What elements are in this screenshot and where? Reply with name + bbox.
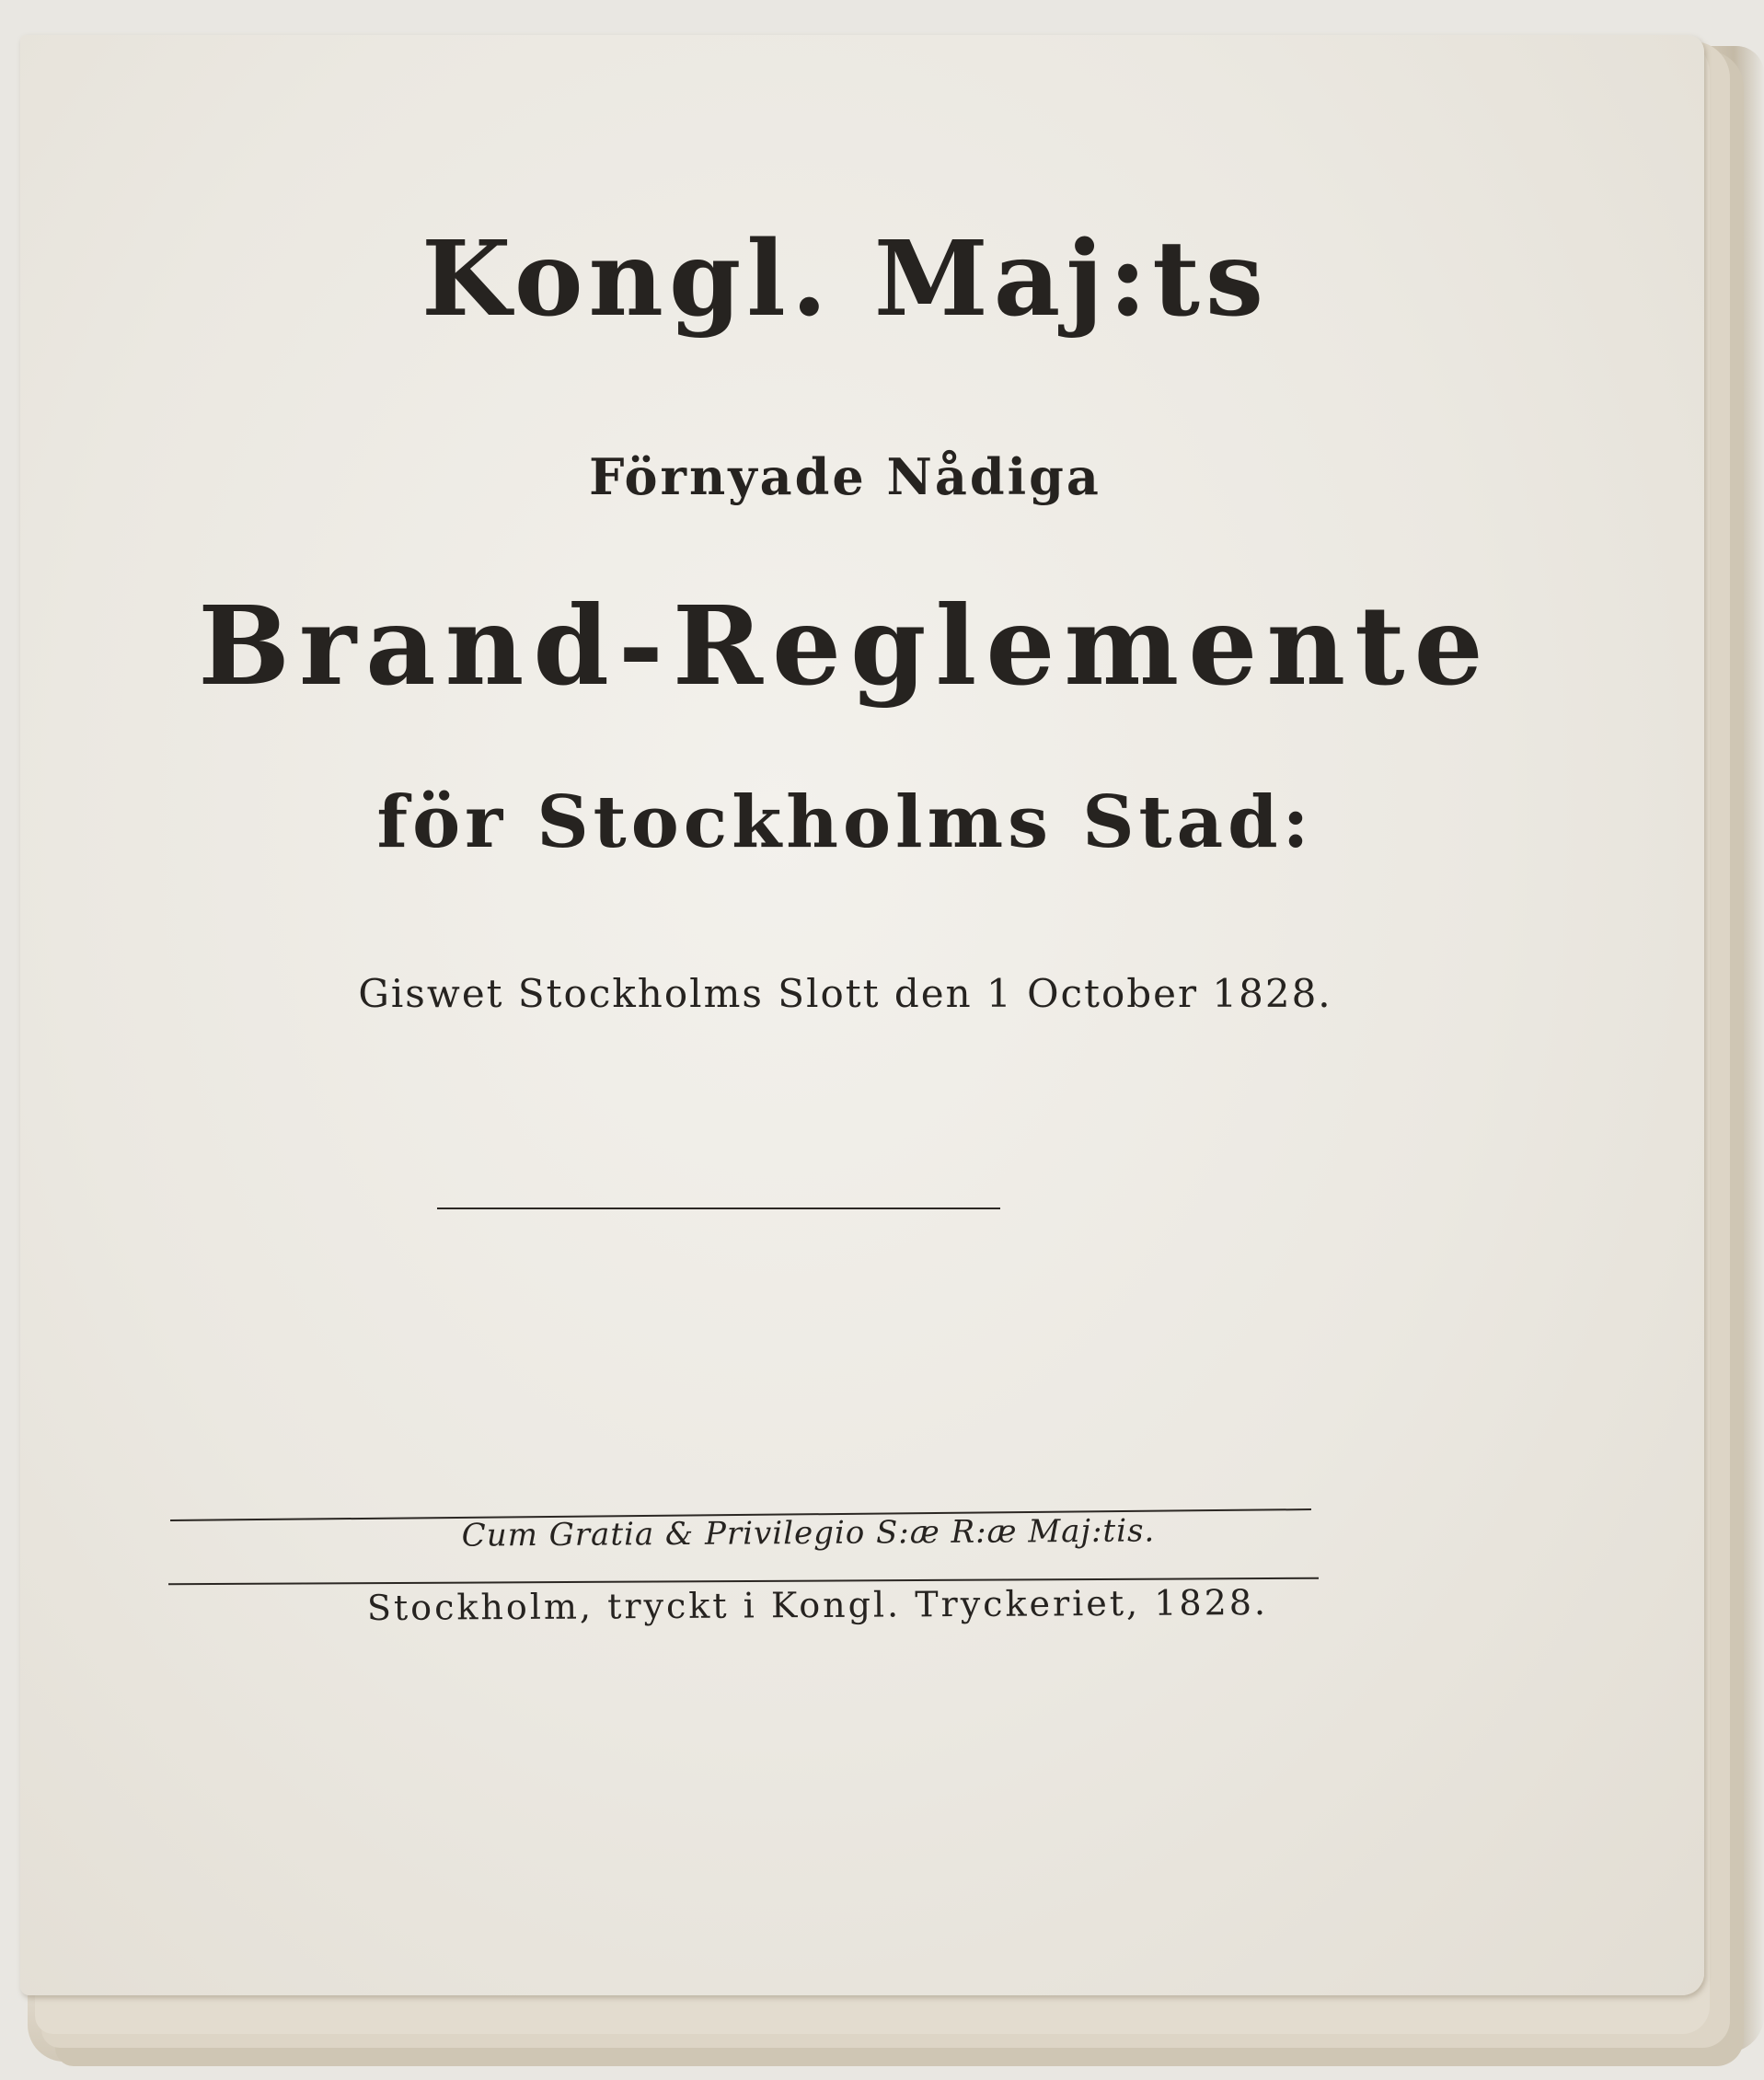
title-line-4: för Stockholms Stad: bbox=[376, 780, 1314, 864]
imprint-line: Stockholm, tryckt i Kongl. Tryckeriet, 1828. bbox=[366, 1582, 1269, 1628]
title-line-1: Kongl. Maj:ts bbox=[421, 219, 1270, 340]
privilege-line: Cum Gratia & Privilegio S:æ R:æ Maj:tis. bbox=[461, 1512, 1156, 1554]
title-line-2: Förnyade Nådiga bbox=[589, 447, 1101, 506]
short-divider-rule bbox=[437, 1208, 1000, 1209]
given-line: Giswet Stockholms Slott den 1 October 1828. bbox=[358, 971, 1332, 1016]
title-line-3: Brand-Reglemente bbox=[198, 582, 1493, 710]
